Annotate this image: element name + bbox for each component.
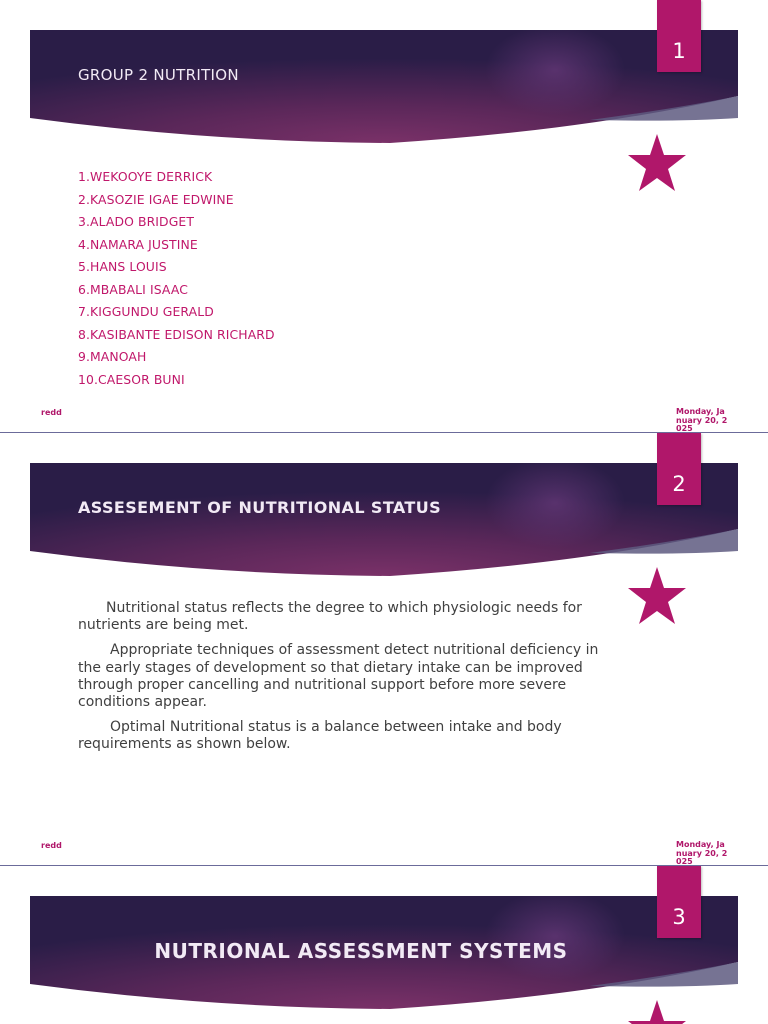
list-item: 9.MANOAH: [78, 349, 147, 364]
title-banner: [30, 463, 738, 578]
slide-title: NUTRIONAL ASSESSMENT SYSTEMS: [154, 939, 568, 963]
star-icon: [626, 132, 688, 194]
slide-title: ASSESEMENT OF NUTRITIONAL STATUS: [78, 498, 442, 517]
slide-1: [0, 0, 768, 432]
list-item: 3.ALADO BRIDGET: [78, 214, 194, 229]
slide-number-tab: 1: [657, 0, 701, 72]
list-item: 5.HANS LOUIS: [78, 259, 167, 274]
paragraph: Nutritional status reflects the degree to which physiologic needs for nutrients are being met.: [78, 600, 582, 634]
footer-author: redd: [41, 408, 62, 417]
slide-body: [78, 600, 623, 762]
slide-title: GROUP 2 NUTRITION: [78, 66, 239, 84]
list-item: 7.KIGGUNDU GERALD: [78, 304, 214, 319]
list-item: 10.CAESOR BUNI: [78, 371, 185, 387]
member-list: [78, 166, 275, 391]
list-item: 6.MBABALI ISAAC: [78, 281, 188, 297]
footer-date: Monday, January 20, 2025: [676, 840, 728, 865]
list-item: 8.KASIBANTE EDISON RICHARD: [78, 326, 275, 342]
star-icon: [626, 998, 688, 1024]
footer-author: redd: [41, 841, 62, 850]
list-item: 2.KASOZIE IGAE EDWINE: [78, 191, 234, 207]
slide-number-tab: 2: [657, 433, 701, 505]
list-item: 4.NAMARA JUSTINE: [78, 236, 198, 252]
slide-number-tab: 3: [657, 866, 701, 938]
paragraph: Appropriate techniques of assessment detect nutritional deficiency in the early stages of development so that dietary intake can be improved through proper cancelling and nutritional support before more severe conditions appear.: [78, 642, 599, 711]
footer-date: Monday, January 20, 2025: [676, 407, 728, 432]
star-icon: [626, 565, 688, 627]
title-banner: [30, 30, 738, 145]
paragraph: Optimal Nutritional status is a balance between intake and body requirements as shown below.: [78, 719, 562, 753]
list-item: 1.WEKOOYE DERRICK: [78, 169, 213, 184]
